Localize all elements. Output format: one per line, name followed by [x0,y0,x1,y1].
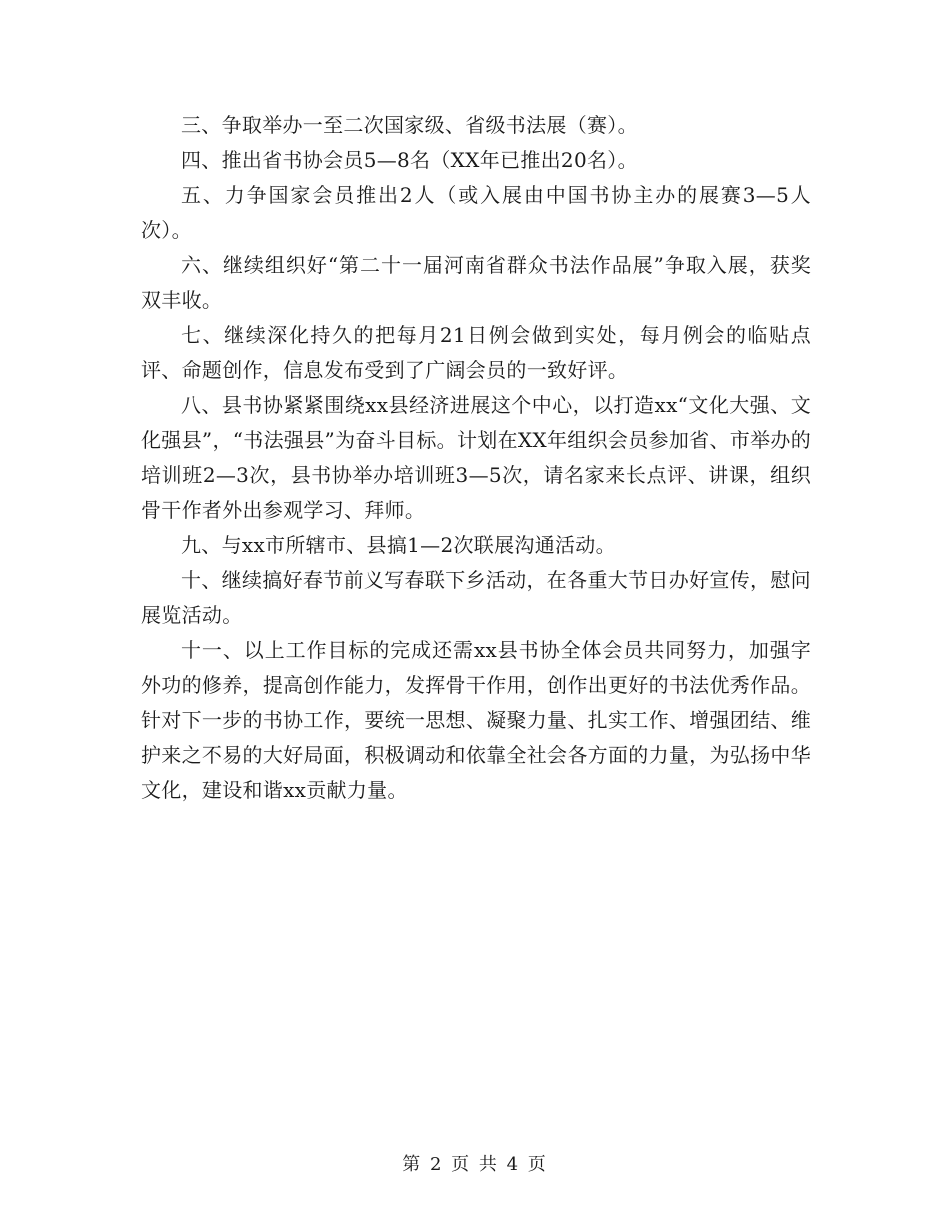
paragraph-7: 七、继续深化持久的把每月21日例会做到实处，每月例会的临贴点评、命题创作，信息发布受到了广阔会员的一致好评。 [141,323,811,382]
page-footer: 第 2 页 共 4 页 [402,1154,548,1175]
document-body [141,108,811,808]
paragraph-11: 十一、以上工作目标的完成还需xx县书协全体会员共同努力，加强字外功的修养，提高创作能力，发挥骨干作用，创作出更好的书法优秀作品。针对下一步的书协工作，要统一思想、凝聚力量、扎实工作、增强团结、维护来之不易的大好局面，积极调动和依靠全社会各方面的力量，为弘扬中华文化，建设和谐xx贡献力量。 [141,638,811,802]
paragraph-8: 八、县书协紧紧围绕xx县经济进展这个中心，以打造xx“文化大强、文化强县”，“书法强县”为奋斗目标。计划在XX年组织会员参加省、市举办的培训班2—3次，县书协举办培训班3—5次，请名家来长点评、讲课，组织骨干作者外出参观学习、拜师。 [141,393,811,522]
paragraph-10: 十、继续搞好春节前义写春联下乡活动，在各重大节日办好宣传，慰问展览活动。 [141,568,811,627]
paragraph-4: 四、推出省书协会员5—8名（XX年已推出20名）。 [181,148,638,172]
paragraph-9: 九、与xx市所辖市、县搞1—2次联展沟通活动。 [181,533,616,557]
paragraph-3: 三、争取举办一至二次国家级、省级书法展（赛）。 [181,113,638,137]
paragraph-5: 五、力争国家会员推出2人（或入展由中国书协主办的展赛3—5人次）。 [141,183,811,242]
paragraph-6: 六、继续组织好“第二十一届河南省群众书法作品展”争取入展，获奖双丰收。 [141,253,811,312]
